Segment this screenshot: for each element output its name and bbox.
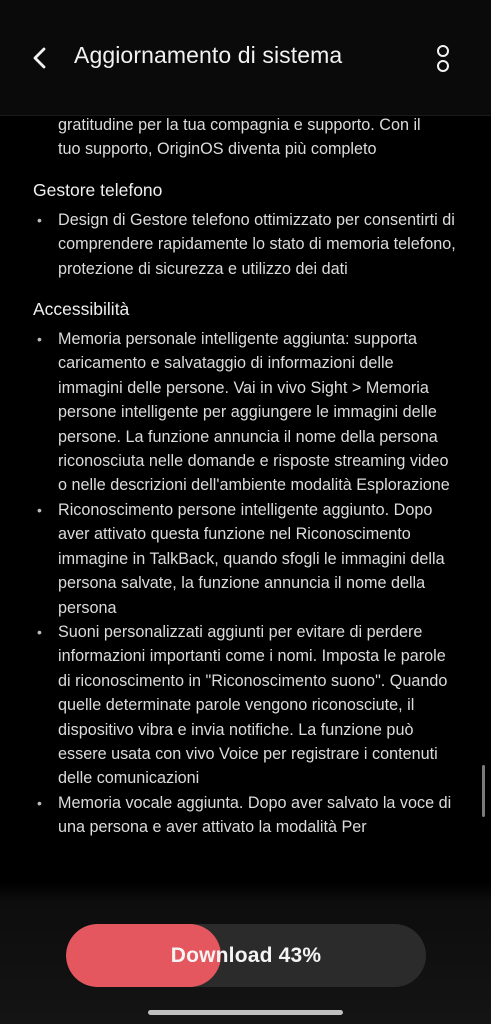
list-item: [37, 498, 462, 620]
scrollbar-thumb[interactable]: [482, 765, 485, 817]
intro-text: [58, 116, 458, 162]
list-item: [37, 327, 462, 498]
more-options-button[interactable]: [428, 40, 458, 76]
list-item-text: Design di Gestore telefono ottimizzato per consentirti di comprendere rapidamente lo stato di memoria telefono, protezione di sicurezza e utilizzo dei dati: [58, 210, 456, 278]
bullet-mark: •: [37, 501, 42, 518]
vertical-dots-icon: [437, 60, 449, 72]
home-indicator[interactable]: [148, 1010, 343, 1015]
bottom-action-bar: [0, 882, 491, 1024]
page-title: Aggiornamento di sistema: [74, 42, 343, 68]
list-item-text: Memoria vocale aggiunta. Dopo aver salvato la voce di una persona e aver attivato la modalità Per: [58, 793, 452, 837]
back-button[interactable]: [22, 40, 58, 76]
list-item-text: Riconoscimento persone intelligente aggiunto. Dopo aver attivato questa funzione nel Riconoscimento immagine in TalkBack, quando sfogli le immagini della persona salvate, la funzione annuncia il nome della persona: [58, 500, 445, 617]
release-notes-scroll[interactable]: [0, 116, 491, 882]
top-app-bar: [0, 0, 491, 116]
download-progress-button[interactable]: [66, 924, 426, 987]
list-item: [37, 208, 462, 281]
bullet-mark: •: [37, 211, 42, 228]
section-title-gestore-telefono: Gestore telefono: [33, 179, 163, 200]
bullet-mark: •: [37, 623, 42, 640]
intro-line: gratitudine per la tua compagnia e supporto. Con il: [58, 116, 421, 134]
vertical-dots-icon: [437, 45, 449, 57]
list-item-text: Memoria personale intelligente aggiunta: supporta caricamento e salvataggio di informazioni delle immagini delle persone. Vai in vivo Sight > Memoria persone intelligente per aggiungere le immagini delle persone. La funzione annuncia il nome della persona riconosciuta nelle domande e risposte streaming video o nelle descrizioni dell'ambiente modalità Esplorazione: [58, 330, 450, 495]
list-item-text: Suoni personalizzati aggiunti per evitare di perdere informazioni importanti come i nomi. Imposta le parole di riconoscimento in "Riconoscimento suono". Quando quelle determinate parole vengono riconosciute, il dispositivo vibra e invia notifiche. La funzione può essere usata con vivo Voice per registrare i contenuti delle comunicazioni: [58, 622, 448, 788]
list-item: [37, 791, 462, 840]
download-label: Download 43%: [170, 943, 322, 967]
release-notes: [0, 116, 491, 840]
intro-line: tuo supporto, OriginOS diventa più completo: [58, 140, 377, 159]
section-title-accessibilita: Accessibilità: [33, 299, 130, 320]
chevron-left-icon: [30, 46, 50, 70]
bullet-mark: •: [37, 331, 42, 348]
bullet-mark: •: [37, 794, 42, 811]
list-item: [37, 620, 462, 791]
